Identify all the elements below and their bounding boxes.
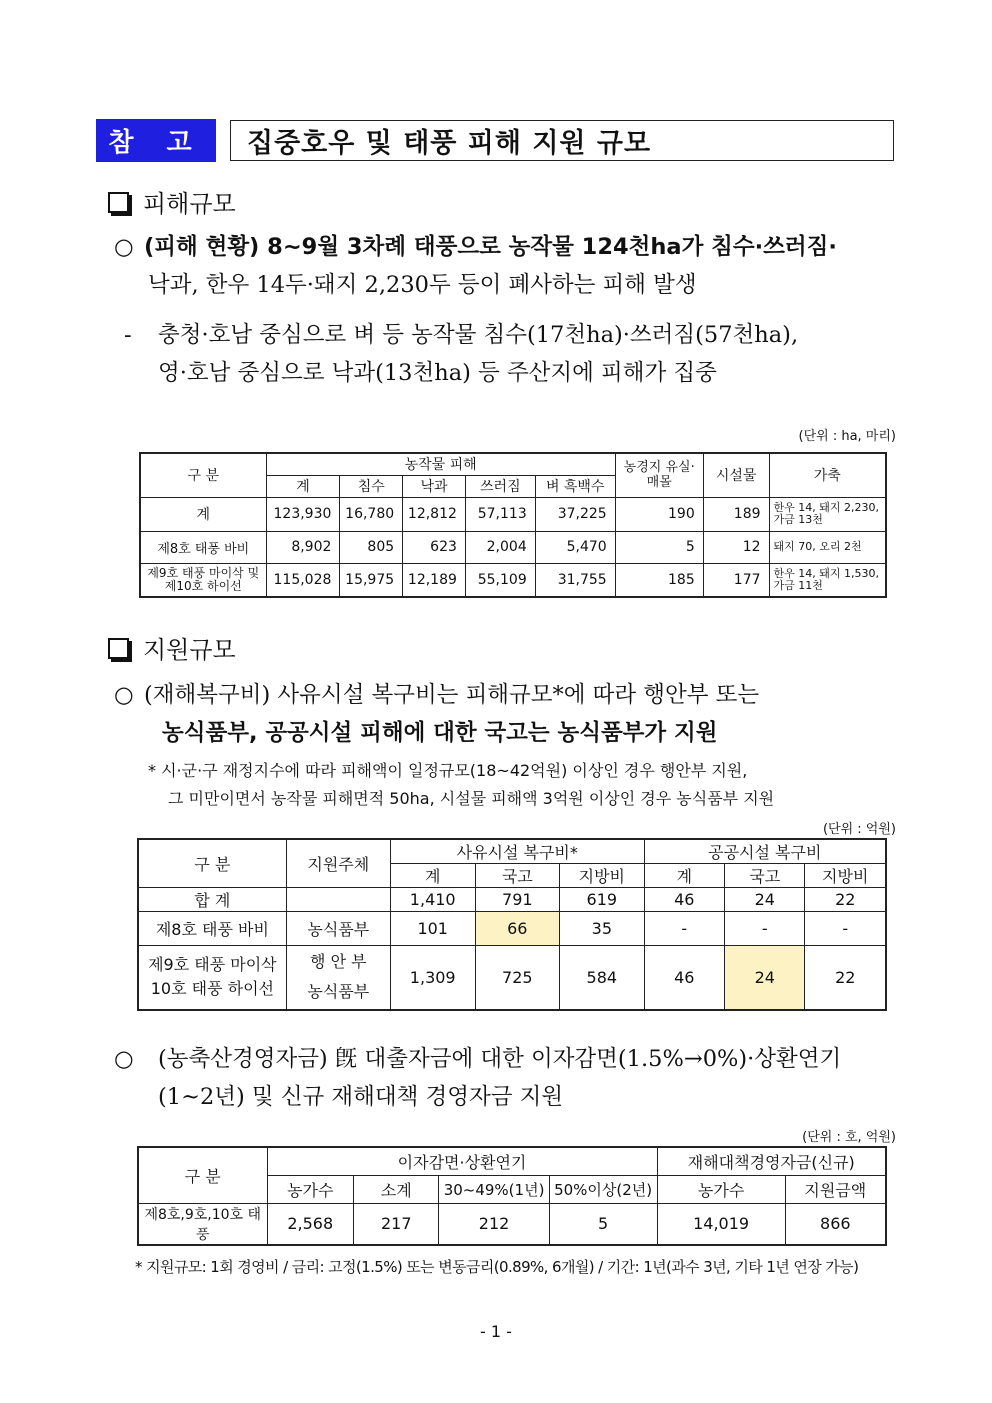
th-disaster-fund: 재해대책경영자금(신규): [657, 1147, 886, 1175]
section-damage-heading: 피해규모: [108, 184, 236, 219]
th-gubun: 구 분: [138, 839, 286, 888]
page-number: - 1 -: [480, 1322, 512, 1341]
damage-detail: - 충청·호남 중심으로 벼 등 농작물 침수(17천ha)·쓰러짐(57천ha), 영·호남 중심으로 낙과(13천ha) 등 주산지에 피해가 집중: [124, 316, 798, 392]
table3-unit: (단위 : 호, 억원): [802, 1130, 896, 1145]
th-fruit-drop: 낙과: [403, 475, 466, 497]
th-whitehead: 벼 흑백수: [535, 475, 615, 497]
th-gubun: 구 분: [140, 453, 266, 497]
th-livestock: 가축: [769, 453, 886, 497]
document-title: 집중호우 및 태풍 피해 지원 규모: [230, 120, 894, 161]
recovery-paragraph: ○ (재해복구비) 사유시설 복구비는 피해규모*에 따라 행안부 또는 농식품부, 공공시설 피해에 대한 국고는 농식품부가 지원: [114, 676, 759, 752]
th-land-loss: 농경지 유실·매몰: [615, 453, 703, 497]
checkbox-square-icon: [108, 192, 129, 213]
th-agent: 지원주체: [286, 839, 390, 888]
th-interest-relief: 이자감면·상환연기: [267, 1147, 657, 1175]
dash-bullet: -: [124, 322, 132, 348]
recovery-table: 구 분 지원주체 사유시설 복구비* 공공시설 복구비 계 국고 지방비 계 국고 지방비 합 계 1,410 791 619 46 24 22 제8호 태풍 바비 농식품부 101 66 35 - - - 제9호 태풍 마이삭 10호 태풍 하이선 행 안 부 농식품부 1,309 725 584 46 24 22: [137, 838, 887, 1011]
th-private-facility: 사유시설 복구비*: [390, 839, 644, 864]
recovery-note: * 시·군·구 재정지수에 따라 피해액이 일정규모(18~42억원) 이상인 경우 행안부 지원, 그 미만이면서 농작물 피해면적 50ha, 시설물 피해액 3억원 이상인 경우 농식품부 지원: [148, 761, 775, 808]
table-row: 계 123,930 16,780 12,812 57,113 37,225 190 189 한우 14, 돼지 2,230, 가금 13천: [140, 497, 886, 531]
circle-bullet-icon: ○: [114, 234, 134, 260]
circle-bullet-icon: ○: [114, 1046, 134, 1072]
table-row: 제9호 태풍 마이삭 및 제10호 하이선 115,028 15,975 12,189 55,109 31,755 185 177 한우 14, 돼지 1,530, 가금 11천: [140, 563, 886, 597]
section-support-heading: 지원규모: [108, 630, 236, 665]
th-public-facility: 공공시설 복구비: [644, 839, 886, 864]
checkbox-square-icon: [108, 638, 129, 659]
table1-unit: (단위 : ha, 마리): [798, 429, 896, 444]
table2-unit: (단위 : 억원): [822, 822, 896, 837]
reference-tag: 참 고: [96, 119, 216, 162]
circle-bullet-icon: ○: [114, 682, 134, 708]
table-row: 제9호 태풍 마이삭 10호 태풍 하이선 행 안 부 농식품부 1,309 725 584 46 24 22: [138, 946, 886, 1010]
table-row: 제8호 태풍 바비 8,902 805 623 2,004 5,470 5 12 돼지 70, 오리 2천: [140, 531, 886, 563]
farm-fund-table: 구 분 이자감면·상환연기 재해대책경영자금(신규) 농가수 소계 30~49%(1년) 50%이상(2년) 농가수 지원금액 제8호,9호,10호 태풍 2,568 217 212 5 14,019 866: [137, 1146, 887, 1246]
th-lodging: 쓰러짐: [465, 475, 535, 497]
farm-fund-footnote: * 지원규모: 1회 경영비 / 금리: 고정(1.5%) 또는 변동금리(0.89%, 6개월) / 기간: 1년(과수 3년, 기타 1년 연장 가능): [135, 1258, 859, 1276]
damage-paragraph: ○ (피해 현황) 8~9월 3차례 태풍으로 농작물 124천ha가 침수·쓰러짐· 낙과, 한우 14두·돼지 2,230두 등이 폐사하는 피해 발생: [114, 228, 837, 304]
table-row: 제8호,9호,10호 태풍 2,568 217 212 5 14,019 866: [138, 1203, 886, 1245]
table-row: 제8호 태풍 바비 농식품부 101 66 35 - - -: [138, 912, 886, 946]
damage-table: [139, 452, 887, 598]
th-flood: 침수: [340, 475, 403, 497]
th-crop-damage: 농작물 피해: [266, 453, 615, 475]
table-row: 합 계 1,410 791 619 46 24 22: [138, 888, 886, 912]
th-gubun: 구 분: [138, 1147, 267, 1203]
th-facility: 시설물: [703, 453, 769, 497]
th-total: 계: [266, 475, 340, 497]
farm-fund-paragraph: ○ (농축산경영자금) 旣 대출자금에 대한 이자감면(1.5%→0%)·상환연기 (1~2년) 및 신규 재해대책 경영자금 지원: [114, 1040, 841, 1116]
